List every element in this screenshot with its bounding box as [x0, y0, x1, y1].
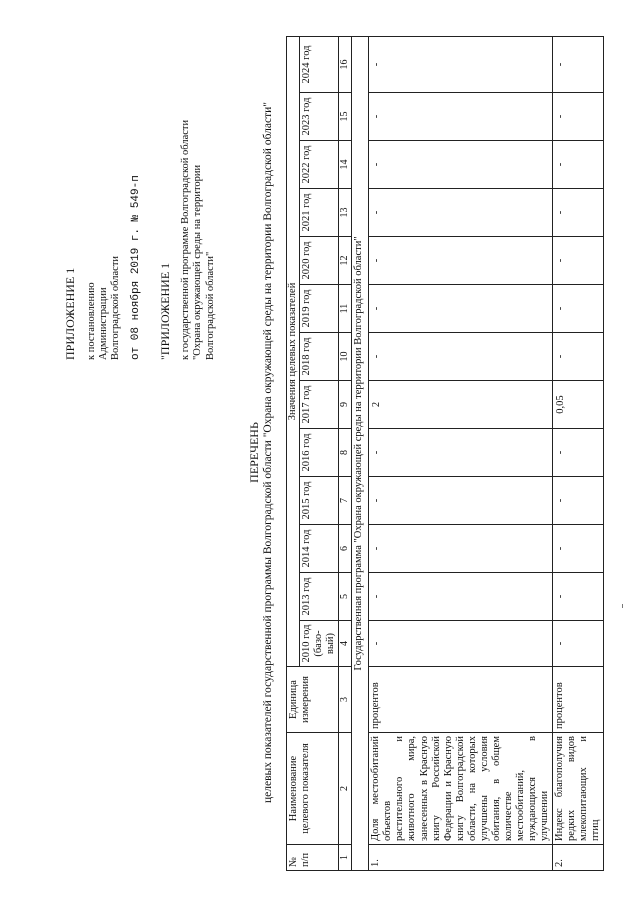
- col-header-name: Наименование целевого показателя: [287, 733, 339, 845]
- indicator-value: -: [553, 429, 604, 477]
- indicator-value: -: [369, 573, 553, 621]
- indicator-value: 0,05: [553, 381, 604, 429]
- column-number: 2: [339, 733, 352, 845]
- indicator-value: -: [369, 621, 553, 667]
- indicator-value: -: [553, 477, 604, 525]
- indicator-value: -: [553, 285, 604, 333]
- year-header: 2010 год (базо-вый): [300, 621, 339, 667]
- section-title-row: [352, 36, 369, 870]
- column-number: 16: [339, 36, 352, 92]
- indicator-name: Доля местообитаний объектов растительного и животного мира, занесенных в Красную книгу Российской Федерации и Красную книгу Волгоградской области, на которых улучшены условия обитания, в общем количестве местообитаний, нуждающихся в улучшении: [369, 733, 553, 845]
- column-number: 11: [339, 285, 352, 333]
- year-header: 2022 год: [300, 141, 339, 189]
- column-number: 12: [339, 237, 352, 285]
- column-number: 14: [339, 141, 352, 189]
- column-number: 3: [339, 667, 352, 733]
- table-row: [369, 36, 553, 870]
- year-header: 2013 год: [300, 573, 339, 621]
- column-number: 8: [339, 429, 352, 477]
- indicator-value: -: [369, 189, 553, 237]
- indicator-value: -: [553, 333, 604, 381]
- indicator-value: 2: [369, 381, 553, 429]
- indicators-table: [286, 36, 604, 871]
- year-header: 2018 год: [300, 333, 339, 381]
- indicator-unit: процентов: [553, 667, 604, 733]
- indicator-value: -: [553, 621, 604, 667]
- col-header-num: № п/п: [287, 845, 339, 871]
- column-number: 13: [339, 189, 352, 237]
- indicator-value: -: [369, 141, 553, 189]
- indicator-value: -: [553, 36, 604, 92]
- header-line-2: к государственной программе Волгоградской области: [180, 119, 192, 360]
- column-number: 15: [339, 93, 352, 141]
- resolution-date: от 08 ноября 2019 г. № 549-п: [129, 175, 142, 360]
- indicator-value: -: [369, 237, 553, 285]
- table-header-row: [287, 36, 300, 870]
- indicator-value: -: [553, 237, 604, 285]
- column-number: 6: [339, 525, 352, 573]
- year-header: 2024 год: [300, 36, 339, 92]
- year-header: 2020 год: [300, 237, 339, 285]
- column-number: 10: [339, 333, 352, 381]
- year-header: 2017 год: [300, 381, 339, 429]
- appendix-title: ПРИЛОЖЕНИЕ 1: [63, 267, 77, 360]
- column-number: 9: [339, 381, 352, 429]
- column-number: 4: [339, 621, 352, 667]
- year-header: 2021 год: [300, 189, 339, 237]
- year-header: 2015 год: [300, 477, 339, 525]
- column-number-row: [339, 36, 352, 870]
- column-number: 1: [339, 845, 352, 871]
- indicator-value: -: [369, 36, 553, 92]
- indicator-value: -: [369, 477, 553, 525]
- header-line-2: Волгоградской области": [204, 251, 216, 360]
- table-row: [553, 36, 604, 870]
- col-header-unit: Единица измерения: [287, 667, 339, 733]
- year-header: 2014 год: [300, 525, 339, 573]
- scan-speck: [622, 604, 623, 608]
- indicator-value: -: [553, 525, 604, 573]
- col-header-values-group: Значения целевых показателей: [287, 36, 300, 666]
- indicator-unit: процентов: [369, 667, 553, 733]
- row-num: 1.: [369, 845, 553, 871]
- indicator-value: -: [553, 573, 604, 621]
- indicator-value: -: [369, 525, 553, 573]
- indicator-value: -: [369, 429, 553, 477]
- indicator-value: -: [553, 189, 604, 237]
- document-subheading: целевых показателей государственной программы Волгоградской области "Охрана окружающей среды на территории Волгоградской области": [262, 102, 274, 803]
- indicator-value: -: [553, 141, 604, 189]
- year-header: 2019 год: [300, 285, 339, 333]
- indicator-name: Индекс благополучия редких видов млекопитающих и птиц: [553, 733, 604, 845]
- indicator-value: -: [369, 285, 553, 333]
- indicator-value: -: [369, 333, 553, 381]
- indicator-value: -: [369, 93, 553, 141]
- column-number: 7: [339, 477, 352, 525]
- header-line: Администрации: [97, 287, 109, 360]
- appendix-title-2: "ПРИЛОЖЕНИЕ 1: [157, 262, 172, 360]
- appendix-header-block: [64, 30, 217, 360]
- program-section-title: Государственная программа "Охрана окружающей среды на территории Волгоградской области": [352, 36, 369, 870]
- document-heading: ПЕРЕЧЕНЬ: [247, 422, 261, 483]
- column-number: 5: [339, 573, 352, 621]
- header-line: Волгоградской области: [109, 255, 121, 360]
- row-num: 2.: [553, 845, 604, 871]
- header-line-2: "Охрана окружающей среды на территории: [192, 164, 204, 360]
- header-line: к постановлению: [85, 282, 97, 360]
- year-header: 2016 год: [300, 429, 339, 477]
- indicator-value: -: [553, 93, 604, 141]
- year-header: 2023 год: [300, 93, 339, 141]
